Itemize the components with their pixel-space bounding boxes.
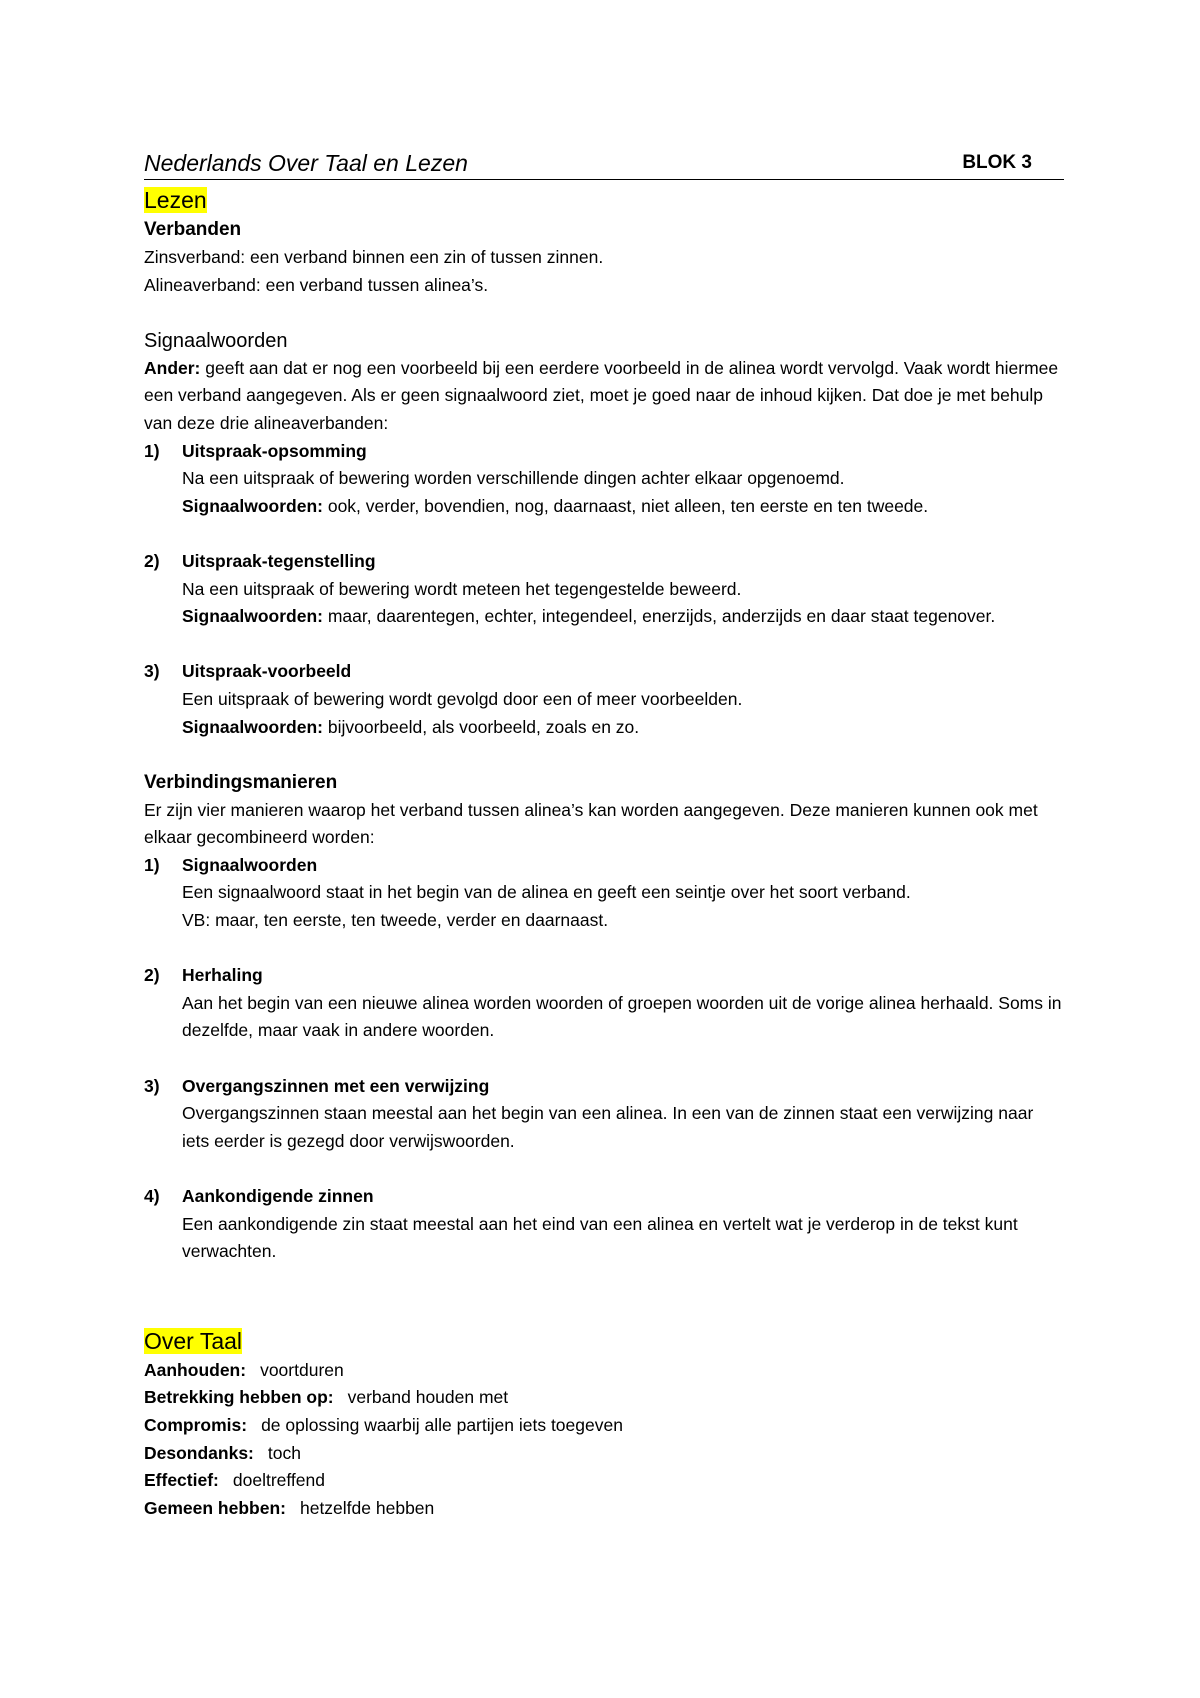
item-text: VB: maar, ten eerste, ten tweede, verder en daarnaast.: [182, 910, 609, 931]
item-number: 1): [144, 440, 160, 461]
verbindingsmanieren-intro: Er zijn vier manieren waarop het verband tussen alinea’s kan worden aangegeven. Deze manieren kunnen ook met elkaar gecombineerd worden:: [144, 799, 1038, 848]
item-text: Aan het begin van een nieuwe alinea worden woorden of groepen woorden uit de vorige alinea herhaald. Soms in dezelfde, maar vaak in andere woorden.: [182, 992, 1062, 1041]
header-title: Nederlands Over Taal en Lezen: [144, 150, 468, 176]
intro-label: Ander:: [144, 357, 201, 378]
list-item: [144, 962, 1064, 1045]
term: Betrekking hebben op:: [144, 1387, 334, 1408]
item-number: 3): [144, 1075, 160, 1096]
text-line: Alineaverband: een verband tussen alinea’s.: [144, 274, 489, 295]
item-title: Herhaling: [182, 965, 263, 986]
header-blok: BLOK 3: [962, 152, 1032, 173]
item-title: Aankondigende zinnen: [182, 1186, 374, 1206]
item-words-label: Signaalwoorden:: [182, 716, 323, 737]
section-title-over-taal: Over Taal: [144, 1327, 243, 1354]
list-item: [144, 548, 1064, 631]
item-text: Een aankondigende zin staat meestal aan het eind van een alinea en vertelt wat je verderop in de tekst kunt verwachten.: [182, 1213, 1018, 1262]
term-row: [144, 1384, 1064, 1412]
list-item: [144, 1183, 1064, 1266]
heading-verbindingsmanieren: Verbindingsmanieren: [144, 771, 338, 793]
term: Aanhouden:: [144, 1359, 247, 1380]
definition: voortduren: [260, 1359, 344, 1380]
list-item: [144, 438, 1064, 521]
item-title: Signaalwoorden: [182, 854, 318, 875]
item-title: Uitspraak-tegenstelling: [182, 550, 376, 571]
definition: de oplossing waarbij alle partijen iets toegeven: [261, 1414, 623, 1435]
item-text: Overgangszinnen staan meestal aan het begin van een alinea. In een van de zinnen staat een verwijzing naar iets eerder is gezegd door verwijswoorden.: [182, 1103, 1034, 1151]
intro-text: geeft aan dat er nog een voorbeeld bij een eerdere voorbeeld in de alinea wordt vervolgd. Vaak wordt hiermee een verband aangegeven. Als er geen signaalwoord ziet, moet je goed naar de inhoud kijken. Dat doe je met behulp van deze drie alineaverbanden:: [144, 357, 1059, 433]
text-line: Zinsverband: een verband binnen een zin of tussen zinnen.: [144, 247, 604, 267]
item-text: Een signaalwoord staat in het begin van de alinea en geeft een seintje over het soort verband.: [182, 882, 911, 903]
list-item: [144, 658, 1064, 741]
item-words-label: Signaalwoorden:: [182, 495, 323, 516]
item-number: 2): [144, 550, 160, 571]
definition: toch: [267, 1442, 301, 1463]
page-header: [144, 144, 1064, 180]
term-row: [144, 1467, 1064, 1495]
item-words: Signaalwoorden: ook, verder, bovendien, nog, daarnaast, niet alleen, ten eerste en ten tweede.: [182, 495, 929, 516]
section-title-lezen: Lezen: [144, 187, 207, 213]
term-row: [144, 1412, 1064, 1440]
list-item: [144, 1073, 1064, 1156]
term-row: [144, 1357, 1064, 1385]
term: Compromis:: [144, 1414, 248, 1435]
item-words-label: Signaalwoorden:: [182, 606, 323, 627]
item-number: 2): [144, 965, 160, 986]
item-words: Signaalwoorden: maar, daarentegen, echter, integendeel, enerzijds, anderzijds en daar staat tegenover.: [182, 606, 996, 627]
item-number: 1): [144, 854, 160, 875]
heading-signaalwoorden: Signaalwoorden: [144, 329, 288, 352]
document-page: [144, 144, 1064, 1522]
item-text: Een uitspraak of bewering wordt gevolgd door een of meer voorbeelden.: [182, 688, 743, 709]
item-number: 4): [144, 1186, 160, 1206]
term-row: [144, 1495, 1064, 1523]
term: Effectief:: [144, 1470, 219, 1491]
term: Gemeen hebben:: [144, 1497, 286, 1518]
definition: verband houden met: [347, 1387, 509, 1408]
definition: doeltreffend: [232, 1470, 325, 1491]
signaalwoorden-intro: [144, 355, 1064, 438]
item-words: Signaalwoorden: bijvoorbeeld, als voorbeeld, zoals en zo.: [182, 716, 640, 737]
item-number: 3): [144, 661, 160, 682]
item-title: Uitspraak-voorbeeld: [182, 661, 352, 682]
item-text: Na een uitspraak of bewering worden verschillende dingen achter elkaar opgenoemd.: [182, 468, 845, 489]
list-item: [144, 852, 1064, 935]
term-row: [144, 1440, 1064, 1468]
item-title: Uitspraak-opsomming: [182, 440, 367, 461]
heading-verbanden: Verbanden: [144, 219, 242, 240]
term: Desondanks:: [144, 1442, 254, 1463]
item-title: Overgangszinnen met een verwijzing: [182, 1075, 490, 1096]
item-text: Na een uitspraak of bewering wordt meteen het tegengestelde beweerd.: [182, 578, 742, 599]
definition: hetzelfde hebben: [299, 1497, 435, 1518]
